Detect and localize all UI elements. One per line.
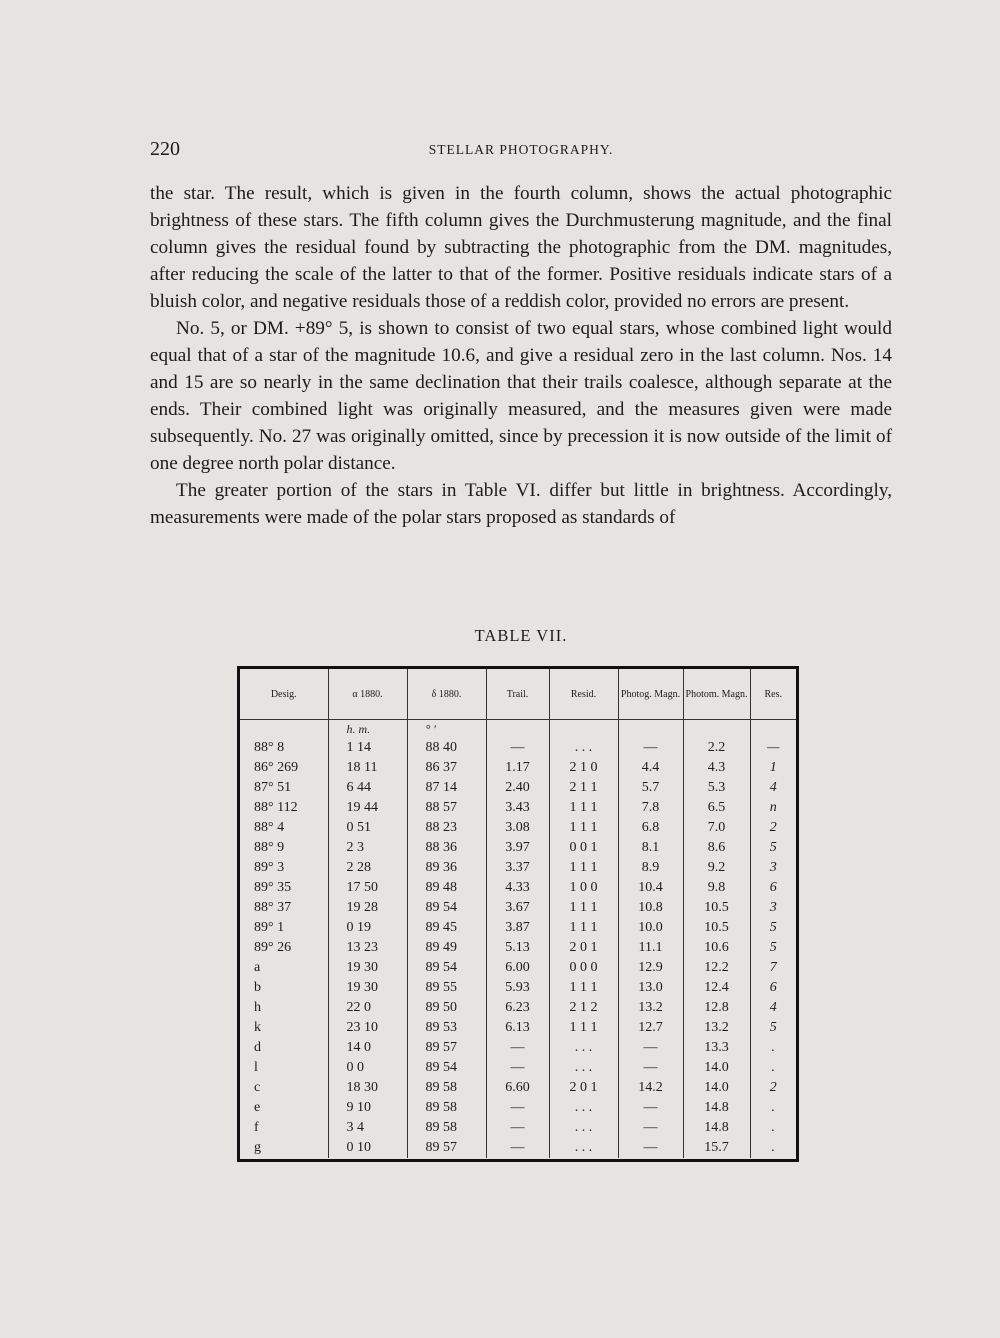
cell-desig: 86° 269: [240, 758, 328, 778]
cell-res: 5: [769, 840, 777, 855]
cell-resid: 1 0 0: [549, 878, 618, 898]
table-row: [240, 758, 796, 778]
cell-photog: —: [618, 1138, 683, 1158]
cell-res: 6: [769, 880, 777, 895]
page-number: 220: [150, 138, 180, 160]
cell-desig: 88° 4: [240, 818, 328, 838]
cell-desig: 88° 112: [240, 798, 328, 818]
body-text: [150, 180, 892, 531]
cell-resid: 2 1 2: [549, 998, 618, 1018]
cell-ra: 0 19: [328, 918, 407, 938]
cell-photog: 4.4: [618, 758, 683, 778]
cell-ra: 19 44: [328, 798, 407, 818]
table-row: [240, 858, 796, 878]
cell-trail: 1.17: [486, 758, 549, 778]
paragraph-2: No. 5, or DM. +89° 5, is shown to consist of two equal stars, whose combined light would equal that of a star of the magnitude 10.6, and give a residual zero in the last column. Nos. 14 and 15 are so nearly in the same declination that their trails coalesce, although separate at the ends. Their combined light was originally measured, and the measures given were made subsequently. No. 27 was originally omitted, since by precession it is now outside of the limit of one degree north polar distance.: [150, 318, 892, 474]
cell-trail: —: [486, 1038, 549, 1058]
cell-ra: 23 10: [328, 1018, 407, 1038]
cell-photog: 8.9: [618, 858, 683, 878]
page-header: [150, 138, 892, 168]
cell-resid: . . .: [549, 1118, 618, 1138]
cell-trail: —: [486, 738, 549, 758]
cell-photom: 4.3: [683, 758, 750, 778]
cell-trail: —: [486, 1118, 549, 1138]
cell-res: 5: [769, 940, 777, 955]
cell-dec: 89 54: [407, 958, 486, 978]
table-row: [240, 1038, 796, 1058]
cell-res: .: [771, 1140, 775, 1155]
table-row: [240, 938, 796, 958]
table-row: [240, 1058, 796, 1078]
cell-desig: 88° 37: [240, 898, 328, 918]
cell-trail: 6.00: [486, 958, 549, 978]
cell-res: 1: [769, 760, 777, 775]
table-frame: [237, 666, 799, 1162]
cell-desig: 89° 35: [240, 878, 328, 898]
cell-trail: 5.13: [486, 938, 549, 958]
cell-ra: 17 50: [328, 878, 407, 898]
cell-photom: 13.2: [683, 1018, 750, 1038]
cell-res: .: [771, 1120, 775, 1135]
table-row: [240, 818, 796, 838]
cell-photog: 12.9: [618, 958, 683, 978]
cell-desig: 89° 1: [240, 918, 328, 938]
cell-dec: 88 36: [407, 838, 486, 858]
cell-photog: 8.1: [618, 838, 683, 858]
cell-desig: 89° 3: [240, 858, 328, 878]
cell-trail: 3.87: [486, 918, 549, 938]
cell-photom: 14.8: [683, 1118, 750, 1138]
cell-desig: g: [240, 1138, 328, 1158]
units-cell-photog: [618, 720, 683, 739]
cell-photom: 10.5: [683, 898, 750, 918]
cell-resid: 1 1 1: [549, 898, 618, 918]
cell-res: .: [771, 1060, 775, 1075]
cell-dec: 88 57: [407, 798, 486, 818]
cell-desig: c: [240, 1078, 328, 1098]
cell-dec: 88 23: [407, 818, 486, 838]
cell-photom: 8.6: [683, 838, 750, 858]
cell-trail: 6.23: [486, 998, 549, 1018]
cell-desig: e: [240, 1098, 328, 1118]
cell-photog: 7.8: [618, 798, 683, 818]
cell-resid: . . .: [549, 1058, 618, 1078]
cell-desig: 87° 51: [240, 778, 328, 798]
cell-dec: 89 45: [407, 918, 486, 938]
cell-desig: 88° 9: [240, 838, 328, 858]
cell-photog: —: [618, 1118, 683, 1138]
cell-res: 3: [769, 860, 777, 875]
cell-ra: 19 28: [328, 898, 407, 918]
cell-desig: d: [240, 1038, 328, 1058]
cell-resid: 0 0 1: [549, 838, 618, 858]
table-row: [240, 878, 796, 898]
cell-resid: . . .: [549, 1038, 618, 1058]
cell-res: 2: [769, 1080, 777, 1095]
cell-photom: 12.2: [683, 958, 750, 978]
paragraph-3: The greater portion of the stars in Table VI. differ but little in brightness. Accordingly, measurements were made of the polar stars proposed as standards of: [150, 480, 892, 528]
cell-photom: 6.5: [683, 798, 750, 818]
cell-resid: 2 1 0: [549, 758, 618, 778]
cell-desig: h: [240, 998, 328, 1018]
cell-photog: 13.0: [618, 978, 683, 998]
cell-photom: 12.4: [683, 978, 750, 998]
table-row: [240, 1018, 796, 1038]
cell-photog: —: [618, 1098, 683, 1118]
cell-trail: —: [486, 1098, 549, 1118]
cell-dec: 87 14: [407, 778, 486, 798]
cell-resid: 1 1 1: [549, 858, 618, 878]
cell-dec: 89 54: [407, 1058, 486, 1078]
table-row: [240, 958, 796, 978]
cell-res: .: [771, 1040, 775, 1055]
cell-photom: 10.6: [683, 938, 750, 958]
table-row: [240, 998, 796, 1018]
cell-photom: 7.0: [683, 818, 750, 838]
cell-resid: 1 1 1: [549, 1018, 618, 1038]
cell-ra: 19 30: [328, 958, 407, 978]
cell-res: 5: [769, 920, 777, 935]
cell-resid: . . .: [549, 1098, 618, 1118]
table-units-row: [240, 720, 796, 739]
cell-trail: 3.97: [486, 838, 549, 858]
units-cell-trail: [486, 720, 549, 739]
cell-trail: 5.93: [486, 978, 549, 998]
cell-ra: 0 51: [328, 818, 407, 838]
cell-res: 6: [769, 980, 777, 995]
col-header-ra: α 1880.: [328, 669, 407, 720]
table-row: [240, 1078, 796, 1098]
cell-photog: 13.2: [618, 998, 683, 1018]
cell-dec: 89 49: [407, 938, 486, 958]
cell-resid: 1 1 1: [549, 978, 618, 998]
units-cell-desig: [240, 720, 328, 739]
cell-ra: 14 0: [328, 1038, 407, 1058]
cell-dec: 89 48: [407, 878, 486, 898]
cell-dec: 89 58: [407, 1118, 486, 1138]
cell-ra: 22 0: [328, 998, 407, 1018]
cell-ra: 13 23: [328, 938, 407, 958]
table-header-row: [240, 669, 796, 720]
cell-dec: 89 53: [407, 1018, 486, 1038]
col-header-resid: Resid.: [549, 669, 618, 720]
table-body: [240, 720, 796, 1159]
cell-ra: 2 3: [328, 838, 407, 858]
cell-photom: 10.5: [683, 918, 750, 938]
cell-dec: 89 54: [407, 898, 486, 918]
cell-photog: 10.8: [618, 898, 683, 918]
units-cell-res: [750, 720, 796, 739]
cell-desig: f: [240, 1118, 328, 1138]
cell-res: 5: [769, 1020, 777, 1035]
cell-photom: 9.2: [683, 858, 750, 878]
cell-trail: 4.33: [486, 878, 549, 898]
data-table: [240, 669, 796, 1158]
table-row: [240, 918, 796, 938]
cell-photog: 11.1: [618, 938, 683, 958]
col-header-res: Res.: [750, 669, 796, 720]
col-header-trail: Trail.: [486, 669, 549, 720]
units-cell-dec: ° ′: [407, 720, 486, 739]
cell-ra: 18 30: [328, 1078, 407, 1098]
cell-ra: 0 10: [328, 1138, 407, 1158]
cell-ra: 19 30: [328, 978, 407, 998]
cell-trail: —: [486, 1138, 549, 1158]
cell-res: 2: [769, 820, 777, 835]
cell-photom: 14.0: [683, 1078, 750, 1098]
cell-desig: a: [240, 958, 328, 978]
running-head: STELLAR PHOTOGRAPHY.: [428, 142, 614, 157]
cell-dec: 89 58: [407, 1098, 486, 1118]
cell-resid: . . .: [549, 1138, 618, 1158]
cell-photog: 10.0: [618, 918, 683, 938]
cell-res: 4: [769, 780, 777, 795]
cell-photog: 14.2: [618, 1078, 683, 1098]
table-row: [240, 838, 796, 858]
cell-photom: 14.0: [683, 1058, 750, 1078]
cell-desig: b: [240, 978, 328, 998]
cell-dec: 88 40: [407, 738, 486, 758]
cell-res: —: [767, 740, 780, 755]
cell-resid: 2 0 1: [549, 1078, 618, 1098]
cell-res: .: [771, 1100, 775, 1115]
cell-trail: 3.37: [486, 858, 549, 878]
cell-resid: 1 1 1: [549, 918, 618, 938]
cell-resid: . . .: [549, 738, 618, 758]
table-row: [240, 978, 796, 998]
cell-ra: 0 0: [328, 1058, 407, 1078]
cell-photog: —: [618, 738, 683, 758]
cell-desig: 89° 26: [240, 938, 328, 958]
cell-dec: 89 55: [407, 978, 486, 998]
cell-photom: 2.2: [683, 738, 750, 758]
cell-photog: —: [618, 1038, 683, 1058]
cell-ra: 18 11: [328, 758, 407, 778]
cell-photog: —: [618, 1058, 683, 1078]
cell-dec: 89 36: [407, 858, 486, 878]
table-row: [240, 898, 796, 918]
cell-resid: 1 1 1: [549, 798, 618, 818]
cell-dec: 89 57: [407, 1038, 486, 1058]
cell-desig: k: [240, 1018, 328, 1038]
col-header-desig: Desig.: [240, 669, 328, 720]
cell-ra: 2 28: [328, 858, 407, 878]
paragraph-1: the star. The result, which is given in the fourth column, shows the actual photographic brightness of these stars. The fifth column gives the Durchmusterung magnitude, and the final column gives the residual found by subtracting the photographic from the DM. magnitudes, after reducing the scale of the latter to that of the former. Positive residuals indicate stars of a bluish color, and negative residuals those of a reddish color, provided no errors are present.: [150, 183, 892, 312]
cell-trail: 3.43: [486, 798, 549, 818]
cell-photom: 12.8: [683, 998, 750, 1018]
cell-photom: 9.8: [683, 878, 750, 898]
cell-dec: 89 58: [407, 1078, 486, 1098]
cell-trail: 3.67: [486, 898, 549, 918]
cell-photog: 5.7: [618, 778, 683, 798]
cell-resid: 1 1 1: [549, 818, 618, 838]
cell-trail: 6.60: [486, 1078, 549, 1098]
cell-trail: 6.13: [486, 1018, 549, 1038]
cell-dec: 86 37: [407, 758, 486, 778]
col-header-photom: Photom. Magn.: [683, 669, 750, 720]
cell-dec: 89 50: [407, 998, 486, 1018]
units-cell-ra: h. m.: [328, 720, 407, 739]
col-header-photog: Photog. Magn.: [618, 669, 683, 720]
cell-ra: 3 4: [328, 1118, 407, 1138]
units-cell-photom: [683, 720, 750, 739]
cell-photom: 14.8: [683, 1098, 750, 1118]
cell-desig: l: [240, 1058, 328, 1078]
cell-res: 4: [769, 1000, 777, 1015]
cell-res: 3: [769, 900, 777, 915]
cell-dec: 89 57: [407, 1138, 486, 1158]
units-cell-resid: [549, 720, 618, 739]
cell-resid: 2 1 1: [549, 778, 618, 798]
cell-res: n: [769, 800, 777, 815]
table-row: [240, 1118, 796, 1138]
cell-photom: 15.7: [683, 1138, 750, 1158]
cell-photom: 5.3: [683, 778, 750, 798]
cell-res: 7: [769, 960, 777, 975]
table-row: [240, 1138, 796, 1158]
table-row: [240, 1098, 796, 1118]
cell-trail: 3.08: [486, 818, 549, 838]
table-row: [240, 738, 796, 758]
cell-trail: 2.40: [486, 778, 549, 798]
cell-photog: 10.4: [618, 878, 683, 898]
cell-photog: 6.8: [618, 818, 683, 838]
cell-desig: 88° 8: [240, 738, 328, 758]
cell-ra: 1 14: [328, 738, 407, 758]
cell-trail: —: [486, 1058, 549, 1078]
cell-ra: 9 10: [328, 1098, 407, 1118]
cell-resid: 2 0 1: [549, 938, 618, 958]
cell-photom: 13.3: [683, 1038, 750, 1058]
table-title: TABLE VII.: [474, 626, 568, 645]
cell-photog: 12.7: [618, 1018, 683, 1038]
table-row: [240, 798, 796, 818]
col-header-dec: δ 1880.: [407, 669, 486, 720]
cell-resid: 0 0 0: [549, 958, 618, 978]
table-row: [240, 778, 796, 798]
cell-ra: 6 44: [328, 778, 407, 798]
